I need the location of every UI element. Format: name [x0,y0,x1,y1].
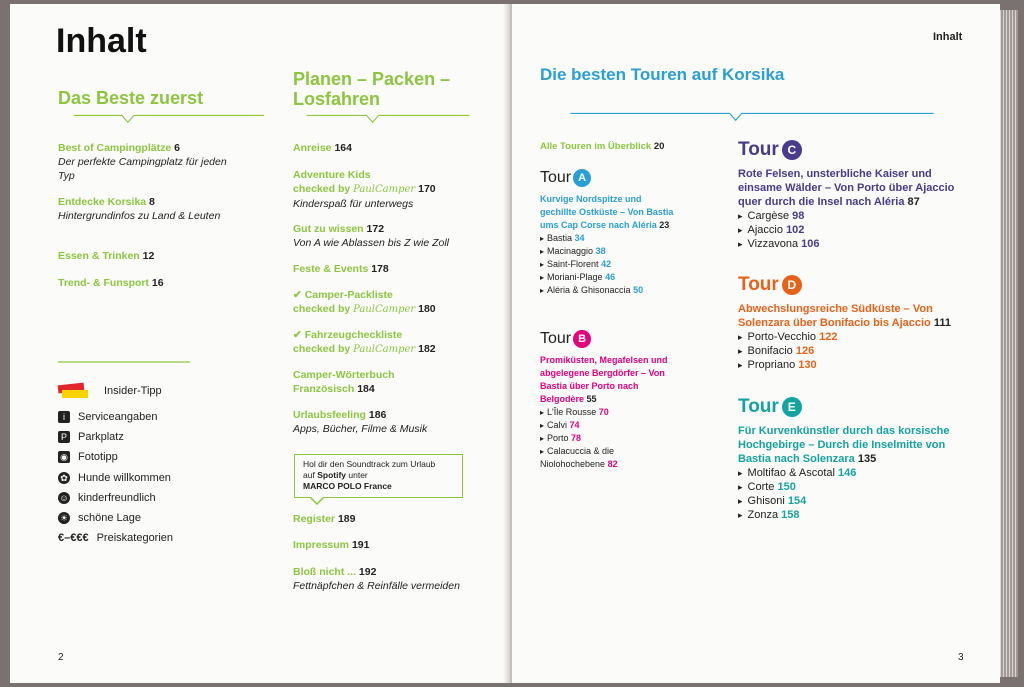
place-name: Saint-Florent [547,259,599,269]
place-page: 130 [798,359,817,371]
tour-desc: Promiküsten, Megafelsen und abgelegene Bergdörfer – Von Bastia über Porto nach Belgodère [540,355,668,404]
place-name: Macinaggio [547,246,594,256]
place-name: Ghisoni [747,495,785,507]
toc-entry-title: Gut zu wissen [293,223,364,235]
toc-entry-desc: Apps, Bücher, Filme & Musik [293,423,428,435]
legend-label: schöne Lage [78,512,141,524]
toc-entry [293,538,478,552]
place-page: 46 [605,272,616,282]
toc-entry-title: checked by [293,343,351,355]
place-page: 78 [571,433,582,443]
insider-tip-icon [58,384,88,398]
toc-entry [58,249,233,263]
toc-entry-title: Register [293,513,336,525]
place-name: Cargèse [747,210,790,222]
toc-entry [58,195,233,223]
page-title: Inhalt [56,22,147,60]
toc-entry [58,141,233,183]
place-name: Moriani-Plage [547,272,603,282]
toc-entry-page: 182 [418,343,436,355]
info-icon: i [58,411,70,423]
toc-entry [293,368,478,396]
place-name: Porto-Vecchio [747,331,817,343]
place-page: 74 [569,420,580,430]
place-name: Vizzavona [747,238,799,250]
place-page: 122 [819,331,838,343]
section-heading-best: Das Beste zuerst [58,88,204,108]
toc-entry-desc: Der perfekte Campingplatz für jeden Typ [58,156,227,182]
page-edges [1000,10,1018,677]
tour-desc: Rote Felsen, unsterbliche Kaiser und einsame Wälder – Von Porto über Ajaccio quer durch die Insel nach Aléria [738,168,955,208]
toc-entry-page: 8 [149,196,155,208]
tour-place [540,406,675,419]
toc-entry-title: Trend- & Funsport [58,277,149,289]
tour-badge: D [782,275,802,295]
toc-entry-page: 192 [358,566,377,578]
legend-label: Insider-Tipp [104,385,162,397]
legend-item [58,490,156,506]
toc-entry-page: 172 [366,223,385,235]
tour-desc: Kurvige Nordspitze und gechillte Ostküste – Von Bastia ums Cap Corse nach Aléria [540,194,674,230]
toc-entry [293,288,478,317]
tour-page: 55 [586,394,597,404]
spotify-brand: Spotify [317,470,347,480]
spotify-text: Hol dir den Soundtrack zum Urlaub [303,459,436,469]
place-page: 154 [787,495,807,507]
tour-entry [540,193,675,297]
tour-page: 23 [659,220,670,230]
check-icon: ✔ [293,289,305,301]
tour-heading-d [738,274,802,296]
paulcamper-logo: PaulCamper [353,344,416,355]
legend-item-insider [58,383,162,399]
tour-place [540,258,675,271]
toc-entry [293,565,478,593]
tour-place [738,209,970,223]
tour-word: Tour [738,274,779,295]
toc-entry [293,328,478,357]
sun-icon: ☀ [59,513,69,524]
place-page: 42 [601,259,612,269]
toc-entry-desc: Hintergrundinfos zu Land & Leuten [58,210,221,222]
toc-entry [293,141,478,155]
tours-divider [540,110,964,122]
tour-badge: A [573,169,591,187]
legend-item [58,510,141,526]
place-name: Aléria & Ghisonaccia [547,285,631,295]
paulcamper-logo: PaulCamper [353,304,416,315]
toc-entry-title: Französisch [293,383,355,395]
tour-place [738,466,970,480]
tour-desc: Für Kurvenkünstler durch das korsische Hochgebirge – Durch die Inselmitte von Bastia nach Solenzara [738,425,950,465]
place-name: Bonifacio [747,345,793,357]
toc-entry-title: Entdecke Korsika [58,196,147,208]
place-page: 50 [633,285,644,295]
toc-entry-title: Bloß nicht ... [293,566,356,578]
toc-entry-desc: Fettnäpfchen & Reinfälle vermeiden [293,580,460,592]
legend-item [58,409,158,425]
legend-item [58,449,118,465]
running-header: Inhalt [933,31,963,43]
tour-entry [738,424,970,522]
spotify-box [294,454,463,498]
toc-entry-page: 12 [142,250,155,262]
tour-word: Tour [540,330,572,348]
tour-place [738,358,970,372]
toc-entry-title: Camper-Packliste [304,289,393,301]
place-page: 102 [786,224,805,236]
legend-label: Serviceangaben [78,411,158,423]
place-page: 38 [595,246,606,256]
legend-label: Hunde willkommen [78,472,171,484]
place-name: Moltifao & Ascotal [747,467,835,479]
tour-place [738,494,970,508]
place-page: 82 [607,459,618,469]
place-page: 158 [781,509,800,521]
toc-entry [293,222,478,250]
tour-entry [540,354,675,471]
place-page: 146 [838,467,857,479]
toc-entry-title: checked by [293,303,351,315]
parking-icon: P [58,431,70,443]
toc-entry-page: 186 [368,409,387,421]
legend-label: kinderfreundlich [78,492,156,504]
legend-item [58,429,124,445]
child-face-icon: ☺ [59,493,69,504]
legend-item [58,530,173,546]
tour-page: 87 [907,196,920,208]
tour-heading-a [540,169,591,187]
place-page: 70 [598,407,609,417]
tour-badge: C [782,140,802,160]
tour-word: Tour [540,169,572,187]
toc-entry-page: 189 [337,513,356,525]
tour-place [540,271,675,284]
legend-divider [58,356,190,368]
toc-entry [58,276,233,290]
tour-place [738,344,970,358]
tour-entry [738,167,970,251]
place-name: Calacuccia & die Niolohochebene [540,446,615,469]
place-name: Zonza [747,509,779,521]
toc-entry-title: Urlaubsfeeling [293,409,366,421]
toc-entry-page: 184 [357,383,375,395]
euro-icon: €–€€€ [58,532,89,544]
toc-entry-desc: Kinderspaß für unterwegs [293,198,414,210]
place-page: 106 [801,238,820,250]
place-name: Bastia [547,233,573,243]
page-number: 2 [58,652,64,663]
tour-badge: E [782,397,802,417]
left-page [10,4,510,683]
tour-place [540,284,675,297]
toc-entry-page: 164 [334,142,352,154]
overview-entry [540,141,664,152]
toc-entry-page: 191 [351,539,370,551]
toc-entry [293,408,478,436]
tour-place [738,223,970,237]
legend-label: Preiskategorien [96,532,174,544]
place-name: Calvi [547,420,568,430]
tour-place [540,432,675,445]
toc-entry-title: Fahrzeugcheckliste [304,329,403,341]
toc-entry-page: 16 [151,277,164,289]
place-page: 150 [777,481,796,493]
toc-entry-title: Essen & Trinken [58,250,140,262]
tour-heading-e [738,396,802,418]
camera-icon: ◉ [58,451,70,463]
tour-place [540,419,675,432]
spotify-playlist: MARCO POLO France [303,481,392,491]
tour-heading-b [540,330,591,348]
toc-entry-title: Anreise [293,142,332,154]
legend-item [58,470,171,486]
tour-word: Tour [738,139,779,160]
spotify-text: unter [348,470,368,480]
toc-entry-title: Adventure Kids [293,169,371,181]
tour-badge: B [573,330,591,348]
tour-place [738,480,970,494]
toc-entry-title: Best of Campingplätze [58,142,172,154]
toc-entry-page: 6 [174,142,180,154]
tour-place [540,232,675,245]
tour-word: Tour [738,396,779,417]
place-name: Corte [747,481,775,493]
toc-entry-page: 180 [418,303,436,315]
legend-label: Parkplatz [78,431,124,443]
page-number: 3 [958,652,964,663]
tour-entry [738,302,970,372]
tour-place [738,237,970,251]
tour-place [738,508,970,522]
toc-entry-title: checked by [293,183,351,195]
spotify-text: auf [303,470,315,480]
toc-entry-title: Impressum [293,539,350,551]
legend-label: Fototipp [78,451,118,463]
right-page [512,4,1000,683]
tour-heading-c [738,139,802,161]
place-name: Propriano [747,359,796,371]
place-name: Porto [547,433,569,443]
tours-title: Die besten Touren auf Korsika [540,65,785,84]
section-heading-line: Planen – Packen – [293,69,451,89]
toc-entry-desc: Von A wie Ablassen bis Z wie Zoll [293,237,450,249]
tour-desc: Abwechslungsreiche Südküste – Von Solenzara über Bonifacio bis Ajaccio [738,303,933,329]
section-divider [293,112,483,124]
toc-entry-title: Camper-Wörterbuch [293,369,395,381]
toc-entry-page: 178 [371,263,389,275]
paw-icon: ✿ [58,472,70,484]
overview-page: 20 [653,141,665,152]
tour-place [738,330,970,344]
section-divider [58,112,280,124]
paulcamper-logo: PaulCamper [353,184,416,195]
place-page: 126 [795,345,815,357]
toc-entry-title: Feste & Events [293,263,369,275]
tour-page: 135 [857,453,877,465]
tour-page: 111 [933,317,951,329]
tour-place [540,245,675,258]
place-name: Ajaccio [747,224,783,236]
place-page: 34 [574,233,585,243]
place-page: 98 [792,210,805,222]
overview-label: Alle Touren im Überblick [540,141,652,152]
toc-entry [293,168,478,211]
section-heading-line: Losfahren [293,89,381,109]
toc-entry [293,262,478,276]
toc-entry-page: 170 [418,183,436,195]
tour-place [540,445,675,471]
toc-entry [293,512,478,526]
place-name: L'Île Rousse [547,407,597,417]
section-heading-plan [293,69,450,109]
check-icon: ✔ [293,329,305,341]
spotify-box-pointer [310,497,324,505]
